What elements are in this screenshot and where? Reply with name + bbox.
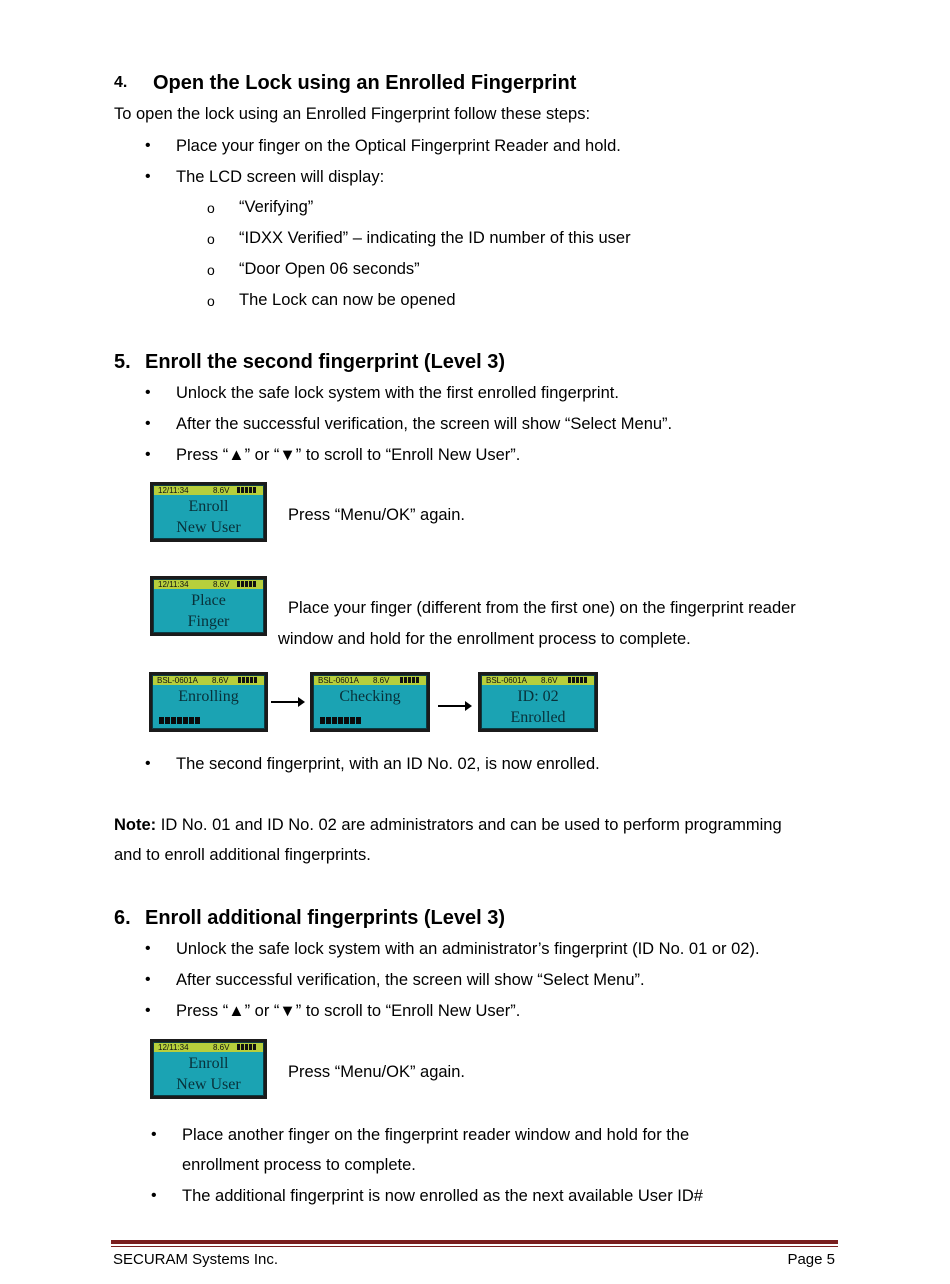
section-5-bullet-3: Press “▲” or “▼” to scroll to “Enroll New User”.: [176, 446, 521, 464]
section-4-sub-4: The Lock can now be opened: [239, 291, 456, 309]
battery-icon: [237, 581, 259, 587]
bullet-icon: •: [145, 446, 151, 463]
section-4-intro: To open the lock using an Enrolled Fingerprint follow these steps:: [114, 105, 591, 123]
lcd-time: 12/11:34: [158, 486, 189, 495]
lcd-status-bar: [314, 676, 426, 685]
section-6-bullet-5: The additional fingerprint is now enrolled as the next available User ID#: [182, 1187, 703, 1205]
section-4-sub-2: “IDXX Verified” – indicating the ID number of this user: [239, 229, 631, 247]
lcd-voltage: 8.6V: [541, 676, 558, 685]
lcd-line-1: Place: [191, 592, 226, 609]
circle-bullet-icon: o: [207, 293, 215, 309]
section-4-number: 4.: [114, 74, 128, 91]
note-label: Note:: [114, 816, 157, 834]
section-5-bullet-2: After the successful verification, the screen will show “Select Menu”.: [176, 415, 673, 433]
arrow-right-icon: [271, 701, 303, 703]
lcd-time: 12/11:34: [158, 1043, 189, 1052]
lcd-line-2: Finger: [187, 613, 230, 630]
lcd-voltage: 8.6V: [213, 580, 230, 589]
bullet-icon: •: [151, 1126, 157, 1143]
lcd-enroll-new-user: [150, 482, 267, 542]
section-6-number: 6.: [114, 907, 131, 929]
circle-bullet-icon: o: [207, 262, 215, 278]
circle-bullet-icon: o: [207, 231, 215, 247]
lcd-checking: [310, 672, 430, 732]
lcd-voltage: 8.6V: [373, 676, 390, 685]
note-line-2: and to enroll additional fingerprints.: [114, 846, 371, 864]
bullet-icon: •: [145, 971, 151, 988]
lcd-status-bar: [154, 580, 263, 589]
section-5-title: Enroll the second fingerprint (Level 3): [145, 351, 506, 373]
footer-rule-thin: [111, 1246, 838, 1247]
note-line-1: [114, 816, 782, 835]
lcd-line-1: Checking: [339, 688, 401, 705]
section-6-bullet-3: Press “▲” or “▼” to scroll to “Enroll New User”.: [176, 1002, 521, 1020]
lcd-line-1: Enrolling: [178, 688, 239, 705]
arrow-right-icon: [438, 705, 470, 707]
lcd-model: BSL-0601A: [157, 676, 198, 685]
footer-company: SECURAM Systems Inc.: [113, 1251, 279, 1268]
bullet-icon: •: [145, 137, 151, 154]
lcd-line-2: New User: [176, 519, 241, 536]
lcd-enroll-new-user-2: [150, 1039, 267, 1099]
bullet-icon: •: [145, 755, 151, 772]
section-6-bullet-4b: enrollment process to complete.: [182, 1156, 416, 1174]
lcd-line-2: New User: [176, 1076, 241, 1093]
progress-blocks: [320, 717, 361, 724]
lcd-line-1: Enroll: [188, 498, 229, 515]
lcd-line-2: Enrolled: [510, 709, 566, 726]
section-5-bullet-1: Unlock the safe lock system with the first enrolled fingerprint.: [176, 384, 619, 402]
footer-page-number: Page 5: [787, 1251, 835, 1268]
section-5-step-1-text: Press “Menu/OK” again.: [288, 506, 465, 524]
battery-icon: [237, 487, 259, 493]
bullet-icon: •: [145, 1002, 151, 1019]
circle-bullet-icon: o: [207, 200, 215, 216]
battery-icon: [568, 677, 590, 683]
lcd-time: 12/11:34: [158, 580, 189, 589]
section-4-bullet-1: Place your finger on the Optical Fingerprint Reader and hold.: [176, 137, 621, 155]
bullet-icon: •: [145, 168, 151, 185]
battery-icon: [400, 677, 422, 683]
lcd-model: BSL-0601A: [486, 676, 527, 685]
section-4-sub-3: “Door Open 06 seconds”: [239, 260, 420, 278]
lcd-id-enrolled: [478, 672, 598, 732]
section-6-bullet-1: Unlock the safe lock system with an administrator’s fingerprint (ID No. 01 or 02).: [176, 940, 760, 958]
note-text-1: ID No. 01 and ID No. 02 are administrators and can be used to perform programming: [156, 816, 782, 834]
lcd-status-bar: [482, 676, 594, 685]
footer-rule-thick: [111, 1240, 838, 1244]
battery-icon: [238, 677, 260, 683]
section-4-sub-1: “Verifying”: [239, 198, 314, 216]
section-5-step-2-text-a: Place your finger (different from the first one) on the fingerprint reader: [288, 599, 796, 617]
bullet-icon: •: [145, 415, 151, 432]
section-5-step-2-text-b: window and hold for the enrollment process to complete.: [278, 630, 691, 648]
bullet-icon: •: [145, 384, 151, 401]
section-4-bullet-2: The LCD screen will display:: [176, 168, 385, 186]
lcd-enrolling: [149, 672, 268, 732]
lcd-voltage: 8.6V: [213, 1043, 230, 1052]
section-6-step-text: Press “Menu/OK” again.: [288, 1063, 465, 1081]
battery-icon: [237, 1044, 259, 1050]
lcd-place-finger: [150, 576, 267, 636]
section-6-title: Enroll additional fingerprints (Level 3): [145, 907, 506, 929]
lcd-voltage: 8.6V: [212, 676, 229, 685]
bullet-icon: •: [145, 940, 151, 957]
lcd-status-bar: [153, 676, 264, 685]
lcd-line-1: Enroll: [188, 1055, 229, 1072]
section-5-number: 5.: [114, 351, 131, 373]
section-4-title: Open the Lock using an Enrolled Fingerprint: [153, 72, 577, 94]
bullet-icon: •: [151, 1187, 157, 1204]
progress-blocks: [159, 717, 200, 724]
lcd-status-bar: [154, 486, 263, 495]
lcd-voltage: 8.6V: [213, 486, 230, 495]
section-6-bullet-2: After successful verification, the screen will show “Select Menu”.: [176, 971, 645, 989]
lcd-status-bar: [154, 1043, 263, 1052]
section-6-bullet-4a: Place another finger on the fingerprint reader window and hold for the: [182, 1126, 690, 1144]
section-5-final-bullet: The second fingerprint, with an ID No. 02, is now enrolled.: [176, 755, 600, 773]
lcd-line-1: ID: 02: [517, 688, 559, 705]
lcd-model: BSL-0601A: [318, 676, 359, 685]
